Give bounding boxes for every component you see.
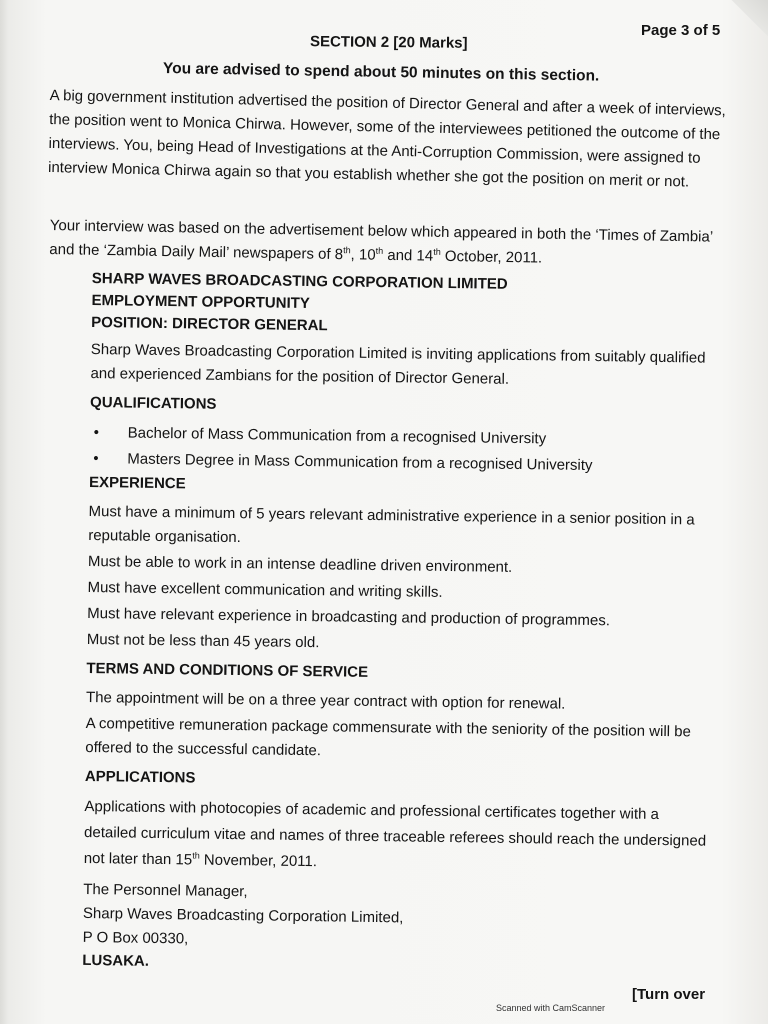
address-city: LUSAKA. bbox=[82, 951, 150, 970]
bullet-icon: • bbox=[93, 450, 99, 468]
address-line: The Personnel Manager, bbox=[83, 880, 248, 901]
turn-over-note: [Turn over bbox=[632, 986, 706, 1003]
interview-basis-paragraph bbox=[49, 214, 730, 274]
time-advice: You are advised to spend about 50 minutes on this section. bbox=[162, 60, 600, 85]
experience-heading: EXPERIENCE bbox=[88, 473, 186, 493]
address-line: Sharp Waves Broadcasting Corporation Limited, bbox=[82, 904, 404, 927]
interview-basis-text: October, 2011. bbox=[440, 247, 543, 267]
applications-body: Applications with photocopies of academic and professional certificates together with a detailed curriculum vitae and names of three traceable referees should reach the undersigned not later than 15 bbox=[83, 797, 707, 869]
qualification-text: Bachelor of Mass Communication from a recognised University bbox=[127, 424, 547, 448]
interview-basis-text: and 14 bbox=[383, 246, 434, 265]
experience-item: Must not be less than 45 years old. bbox=[86, 630, 320, 652]
experience-item: Must have excellent communication and writing skills. bbox=[87, 578, 443, 601]
terms-item: A competitive remuneration package commensurate with the seniority of the position will be offered to the successful candidate. bbox=[85, 714, 692, 760]
address-line: P O Box 00330, bbox=[82, 928, 189, 948]
ordinal-suffix: th bbox=[343, 245, 351, 256]
experience-item: Must have a minimum of 5 years relevant administrative experience in a senior position in a reputable organisation. bbox=[88, 502, 695, 547]
page-number: Page 3 of 5 bbox=[641, 22, 721, 39]
interview-basis-text: , 10 bbox=[350, 246, 376, 264]
applications-text bbox=[84, 794, 715, 881]
scanner-watermark: Scanned with CamScanner bbox=[496, 1003, 606, 1013]
invitation-text: Sharp Waves Broadcasting Corporation Limited is inviting applications from suitably qualified and experienced Zambians for the position of Director General. bbox=[90, 340, 706, 388]
scan-edge-shadow bbox=[0, 0, 8, 1024]
experience-item: Must have relevant experience in broadcasting and production of programmes. bbox=[87, 604, 611, 630]
experience-item: Must be able to work in an intense deadline driven environment. bbox=[87, 552, 513, 576]
scenario-paragraph: A big government institution advertised the position of Director General and after a week of interviews, the position went to Monica Chirwa. However, some of the interviewees petitioned the outcome of the interviews. You, being Head of Investigations at the Anti-Corruption Commission, were assigned to interview Monica Chirwa again so that you establish whether she got the position on merit or not. bbox=[47, 86, 726, 191]
opportunity-heading: EMPLOYMENT OPPORTUNITY bbox=[91, 291, 310, 313]
company-heading: SHARP WAVES BROADCASTING CORPORATION LIMITED bbox=[91, 269, 508, 293]
job-advertisement bbox=[82, 268, 722, 981]
ordinal-suffix: th bbox=[192, 850, 200, 861]
terms-heading: TERMS AND CONDITIONS OF SERVICE bbox=[86, 659, 369, 681]
position-heading: POSITION: DIRECTOR GENERAL bbox=[91, 313, 328, 335]
ordinal-suffix: th bbox=[375, 245, 384, 256]
section-title: SECTION 2 [20 Marks] bbox=[309, 33, 468, 52]
qualifications-heading: QUALIFICATIONS bbox=[90, 393, 217, 413]
qualification-text: Masters Degree in Mass Communication from a recognised University bbox=[127, 450, 593, 475]
page-corner-fold bbox=[728, 0, 768, 40]
applications-body: November, 2011. bbox=[199, 851, 318, 871]
interview-basis-text: Your interview was based on the advertisement below which appeared in both the ‘Times of Zambia’ and the ‘Zambia Daily Mail’ newspapers of 8 bbox=[49, 216, 713, 264]
bullet-icon: • bbox=[93, 424, 100, 442]
applications-heading: APPLICATIONS bbox=[84, 767, 196, 787]
terms-item: The appointment will be on a three year contract with option for renewal. bbox=[85, 688, 566, 713]
ordinal-suffix: th bbox=[433, 246, 441, 257]
